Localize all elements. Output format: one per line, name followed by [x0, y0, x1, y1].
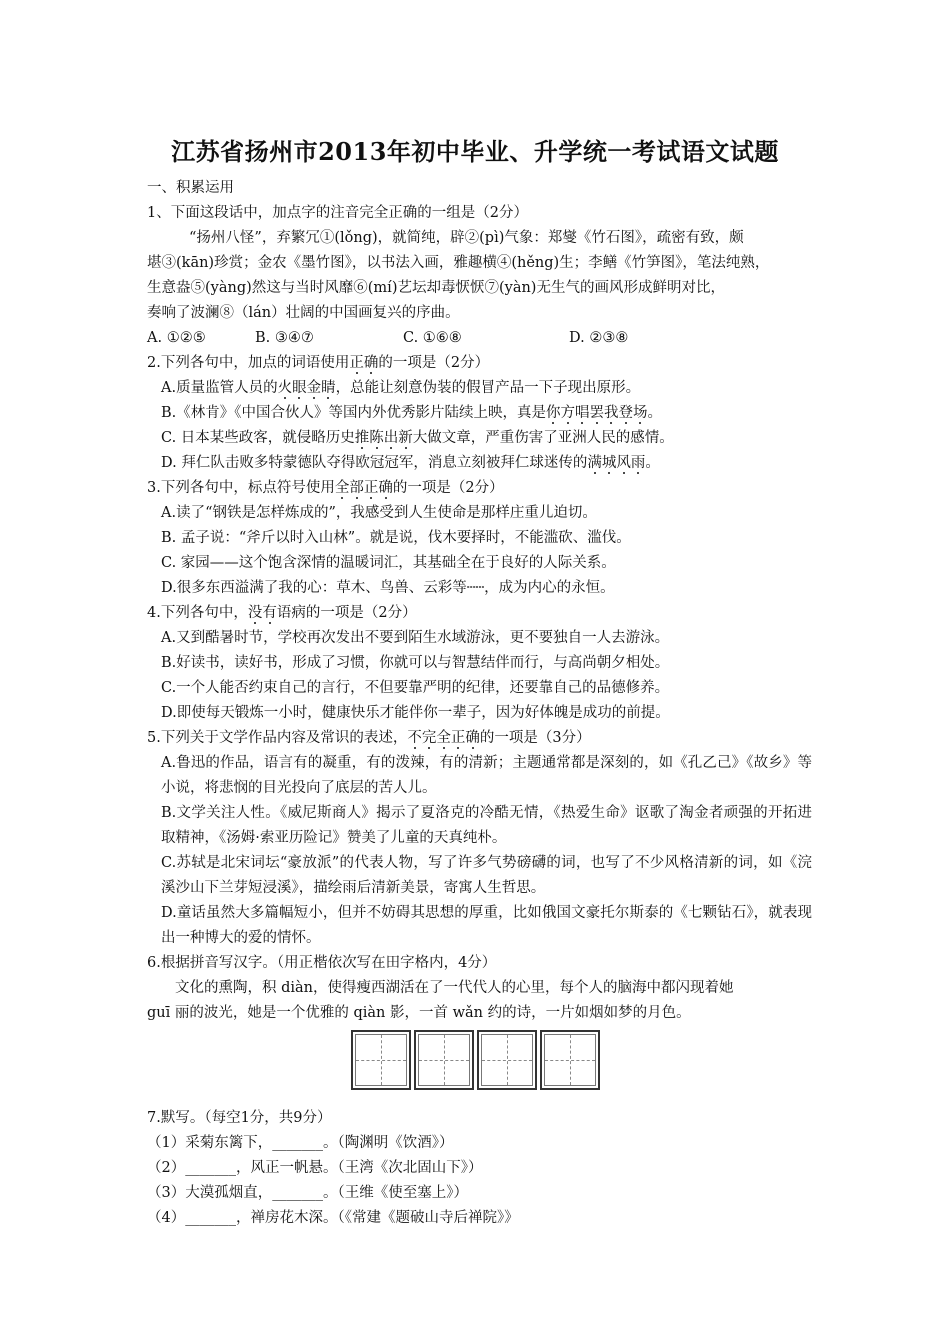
- emphasis-dotted: [335, 480, 393, 496]
- emphasis-char: 新: [398, 430, 413, 446]
- emphasis-char: 登: [618, 405, 634, 421]
- q3-option-d: D.很多东西溢满了我的心：草木、鸟兽、云彩等┄┄，成为内心的永恒。: [161, 580, 615, 596]
- q3-stem: 3.下列各句中，标点符号使用全部正确的一项是（2分）: [147, 480, 504, 496]
- emphasis-char: 眼: [292, 380, 307, 396]
- option-b: B. ③④⑦: [255, 330, 314, 346]
- emphasis-dotted: [407, 730, 480, 746]
- emphasis-dotted: [355, 430, 413, 446]
- emphasis-char: 全: [436, 730, 451, 746]
- q1-passage-line: “扬州八怪”，弃繁冗①(lǒng)，就简纯，辟②(pì)气象：郑燮《竹石图》，疏密有致，颇: [189, 230, 744, 246]
- q5-option-c: C.苏轼是北宋词坛“豪放派”的代表人物，写了许多气势磅礴的词，也写了不少风格清新的词，如《浣溪沙山下兰芽短浸溪》，描绘雨后清新美景，寄寓人生哲思。: [161, 855, 812, 896]
- emphasis-char: 火: [277, 380, 293, 396]
- tianzige-cell[interactable]: [414, 1030, 474, 1090]
- emphasis-char: 你: [546, 405, 561, 421]
- q2-stem: 2.下列各句中，加点的词语使用正确的一项是（2分）: [147, 355, 490, 371]
- q3-option-b: B. 孟子说：“斧斤以时入山林”。就是说，伐木要择时，不能滥砍、滥伐。: [161, 530, 631, 546]
- q1-passage-line: 堪③(kān)珍赏；金农《墨竹图》，以书法入画，雅趣横④(hěng)生；李鳝《竹笋图》，笔法纯熟，: [147, 255, 770, 271]
- q5-option-b: B.文学关注人性。《威尼斯商人》揭示了夏洛克的冷酷无情，《热爱生命》讴歌了淘金者顽强的开拓进取精神，《汤姆·索亚历险记》赞美了儿童的天真纯朴。: [161, 805, 812, 846]
- emphasis-char: 确: [363, 355, 379, 371]
- emphasis-dotted: [587, 455, 645, 471]
- blank-line[interactable]: _______: [272, 1135, 323, 1151]
- q7-item: （4）_______，禅房花木深。（《常建《题破山寺后禅院》》: [147, 1210, 519, 1226]
- q3-option-c: C. 家园——这个饱含深情的温暖词汇，其基础全在于良好的人际关系。: [161, 555, 616, 571]
- blank-line[interactable]: _______: [185, 1210, 236, 1226]
- option-c: C. ①⑥⑧: [403, 330, 462, 346]
- q5-stem: 5.下列关于文学作品内容及常识的表述，不完全正确的一项是（3分）: [147, 730, 591, 746]
- emphasis-char: 没: [247, 605, 263, 621]
- emphasis-dotted: [278, 380, 336, 396]
- q7-item: （3）大漠孤烟直，_______。（王维《使至塞上》）: [147, 1185, 468, 1201]
- emphasis-char: 正: [349, 355, 364, 371]
- q4-option-a: A.又到酷暑时节，学校再次发出不要到陌生水域游泳，更不要独自一人去游泳。: [161, 630, 670, 646]
- emphasis-char: 确: [465, 730, 480, 746]
- q1-passage-line: 生意盎⑤(yàng)然这与当时风靡⑥(mí)艺坛却毒恹恹⑦(yàn)无生气的画风形成鲜明对比，: [147, 280, 725, 296]
- emphasis-char: 金: [306, 380, 322, 396]
- q1-options: [147, 326, 812, 351]
- q4-option-b: B.好读书，读好书，形成了习惯，你就可以与智慧结伴而行，与高尚朝夕相处。: [161, 655, 670, 671]
- q6-passage-line: 文化的熏陶，积 diàn，使得瘦西湖活在了一代代人的心里，每个人的脑海中都闪现着她: [175, 980, 734, 996]
- emphasis-char: 风: [616, 455, 631, 471]
- emphasis-char: 完: [421, 730, 437, 746]
- emphasis-dotted: [546, 405, 648, 421]
- emphasis-char: 方: [560, 405, 576, 421]
- emphasis-char: 有: [262, 605, 277, 621]
- emphasis-char: 陈: [369, 430, 384, 446]
- q5-option-d: D.童话虽然大多篇幅短小，但并不妨碍其思想的厚重，比如俄国文豪托尔斯泰的《七颗钻石》，就表现出一种博大的爱的情怀。: [161, 905, 812, 946]
- emphasis-char: 我: [604, 405, 619, 421]
- emphasis-char: 出: [383, 430, 399, 446]
- emphasis-char: 确: [378, 480, 393, 496]
- emphasis-char: 部: [349, 480, 364, 496]
- q2-option-c: C. 日本某些政客，就侵略历史推陈出新大做文章，严重伤害了亚洲人民的感情。: [161, 430, 674, 446]
- emphasis-char: 罢: [589, 405, 605, 421]
- option-d: D. ②③⑧: [569, 330, 629, 346]
- q2-option-d: D. 拜仁队击败多特蒙德队夺得欧冠冠军，消息立刻被拜仁球迷传的满城风雨。: [161, 455, 660, 471]
- emphasis-char: 场: [633, 405, 648, 421]
- q1-stem: 1、下面这段话中，加点字的注音完全正确的一组是（2分）: [147, 205, 528, 221]
- q4-option-d: D.即使每天锻炼一小时，健康快乐才能伴你一辈子，因为好体魄是成功的前提。: [161, 705, 670, 721]
- emphasis-dotted: [248, 605, 277, 621]
- emphasis-char: 推: [354, 430, 370, 446]
- emphasis-char: 不: [407, 730, 422, 746]
- q7-item: （1）采菊东篱下，_______。（陶渊明《饮酒》）: [147, 1135, 454, 1151]
- emphasis-char: 正: [363, 480, 379, 496]
- emphasis-char: 唱: [575, 405, 590, 421]
- q2-option-b: B.《林肯》《中国合伙人》等国内外优秀影片陆续上映，真是你方唱罢我登场。: [161, 405, 663, 421]
- q6-passage-line: guī 丽的波光，她是一个优雅的 qiàn 影，一首 wǎn 约的诗，一片如烟如梦的月色。: [147, 1005, 691, 1021]
- option-a: A. ①②⑤: [147, 330, 206, 346]
- blank-line[interactable]: _______: [272, 1185, 323, 1201]
- page-title: 江苏省扬州市2013年初中毕业、升学统一考试语文试题: [171, 137, 779, 166]
- tianzige-cell[interactable]: [540, 1030, 600, 1090]
- tianzige-grid: [147, 1026, 812, 1106]
- q7-item: （2）_______，风正一帆悬。（王湾《次北固山下》）: [147, 1160, 483, 1176]
- blank-line[interactable]: _______: [185, 1160, 236, 1176]
- emphasis-char: 全: [334, 480, 350, 496]
- q4-stem: 4.下列各句中，没有语病的一项是（2分）: [147, 605, 417, 621]
- emphasis-char: 满: [587, 455, 602, 471]
- q6-stem: 6.根据拼音写汉字。（用正楷依次写在田字格内，4分）: [147, 955, 497, 971]
- section-heading: 一、积累运用: [147, 180, 234, 196]
- tianzige-cell[interactable]: [351, 1030, 411, 1090]
- exam-content: [147, 176, 812, 1231]
- q4-option-c: C.一个人能否约束自己的言行，不但要靠严明的纪律，还要靠自己的品德修养。: [161, 680, 670, 696]
- q2-option-a: A.质量监管人员的火眼金睛，总能让刻意伪装的假冒产品一下子现出原形。: [161, 380, 641, 396]
- tianzige-cell[interactable]: [477, 1030, 537, 1090]
- emphasis-char: 正: [450, 730, 466, 746]
- emphasis-char: 睛: [321, 380, 336, 396]
- emphasis-dotted: [349, 355, 378, 371]
- q1-passage-line: 奏响了波澜⑧（lán）壮阔的中国画复兴的序曲。: [147, 305, 460, 321]
- q3-option-a: A.读了“钢铁是怎样炼成的”，我感受到人生使命是那样庄重儿迫切。: [161, 505, 597, 521]
- q5-option-a: A.鲁迅的作品，语言有的凝重，有的泼辣，有的清新；主题通常都是深刻的，如《孔乙己》《故乡》等小说，将悲悯的目光投向了底层的苦人儿。: [161, 755, 812, 796]
- emphasis-char: 雨: [630, 455, 646, 471]
- emphasis-char: 城: [601, 455, 617, 471]
- q7-stem: 7.默写。（每空1分，共9分）: [147, 1110, 332, 1126]
